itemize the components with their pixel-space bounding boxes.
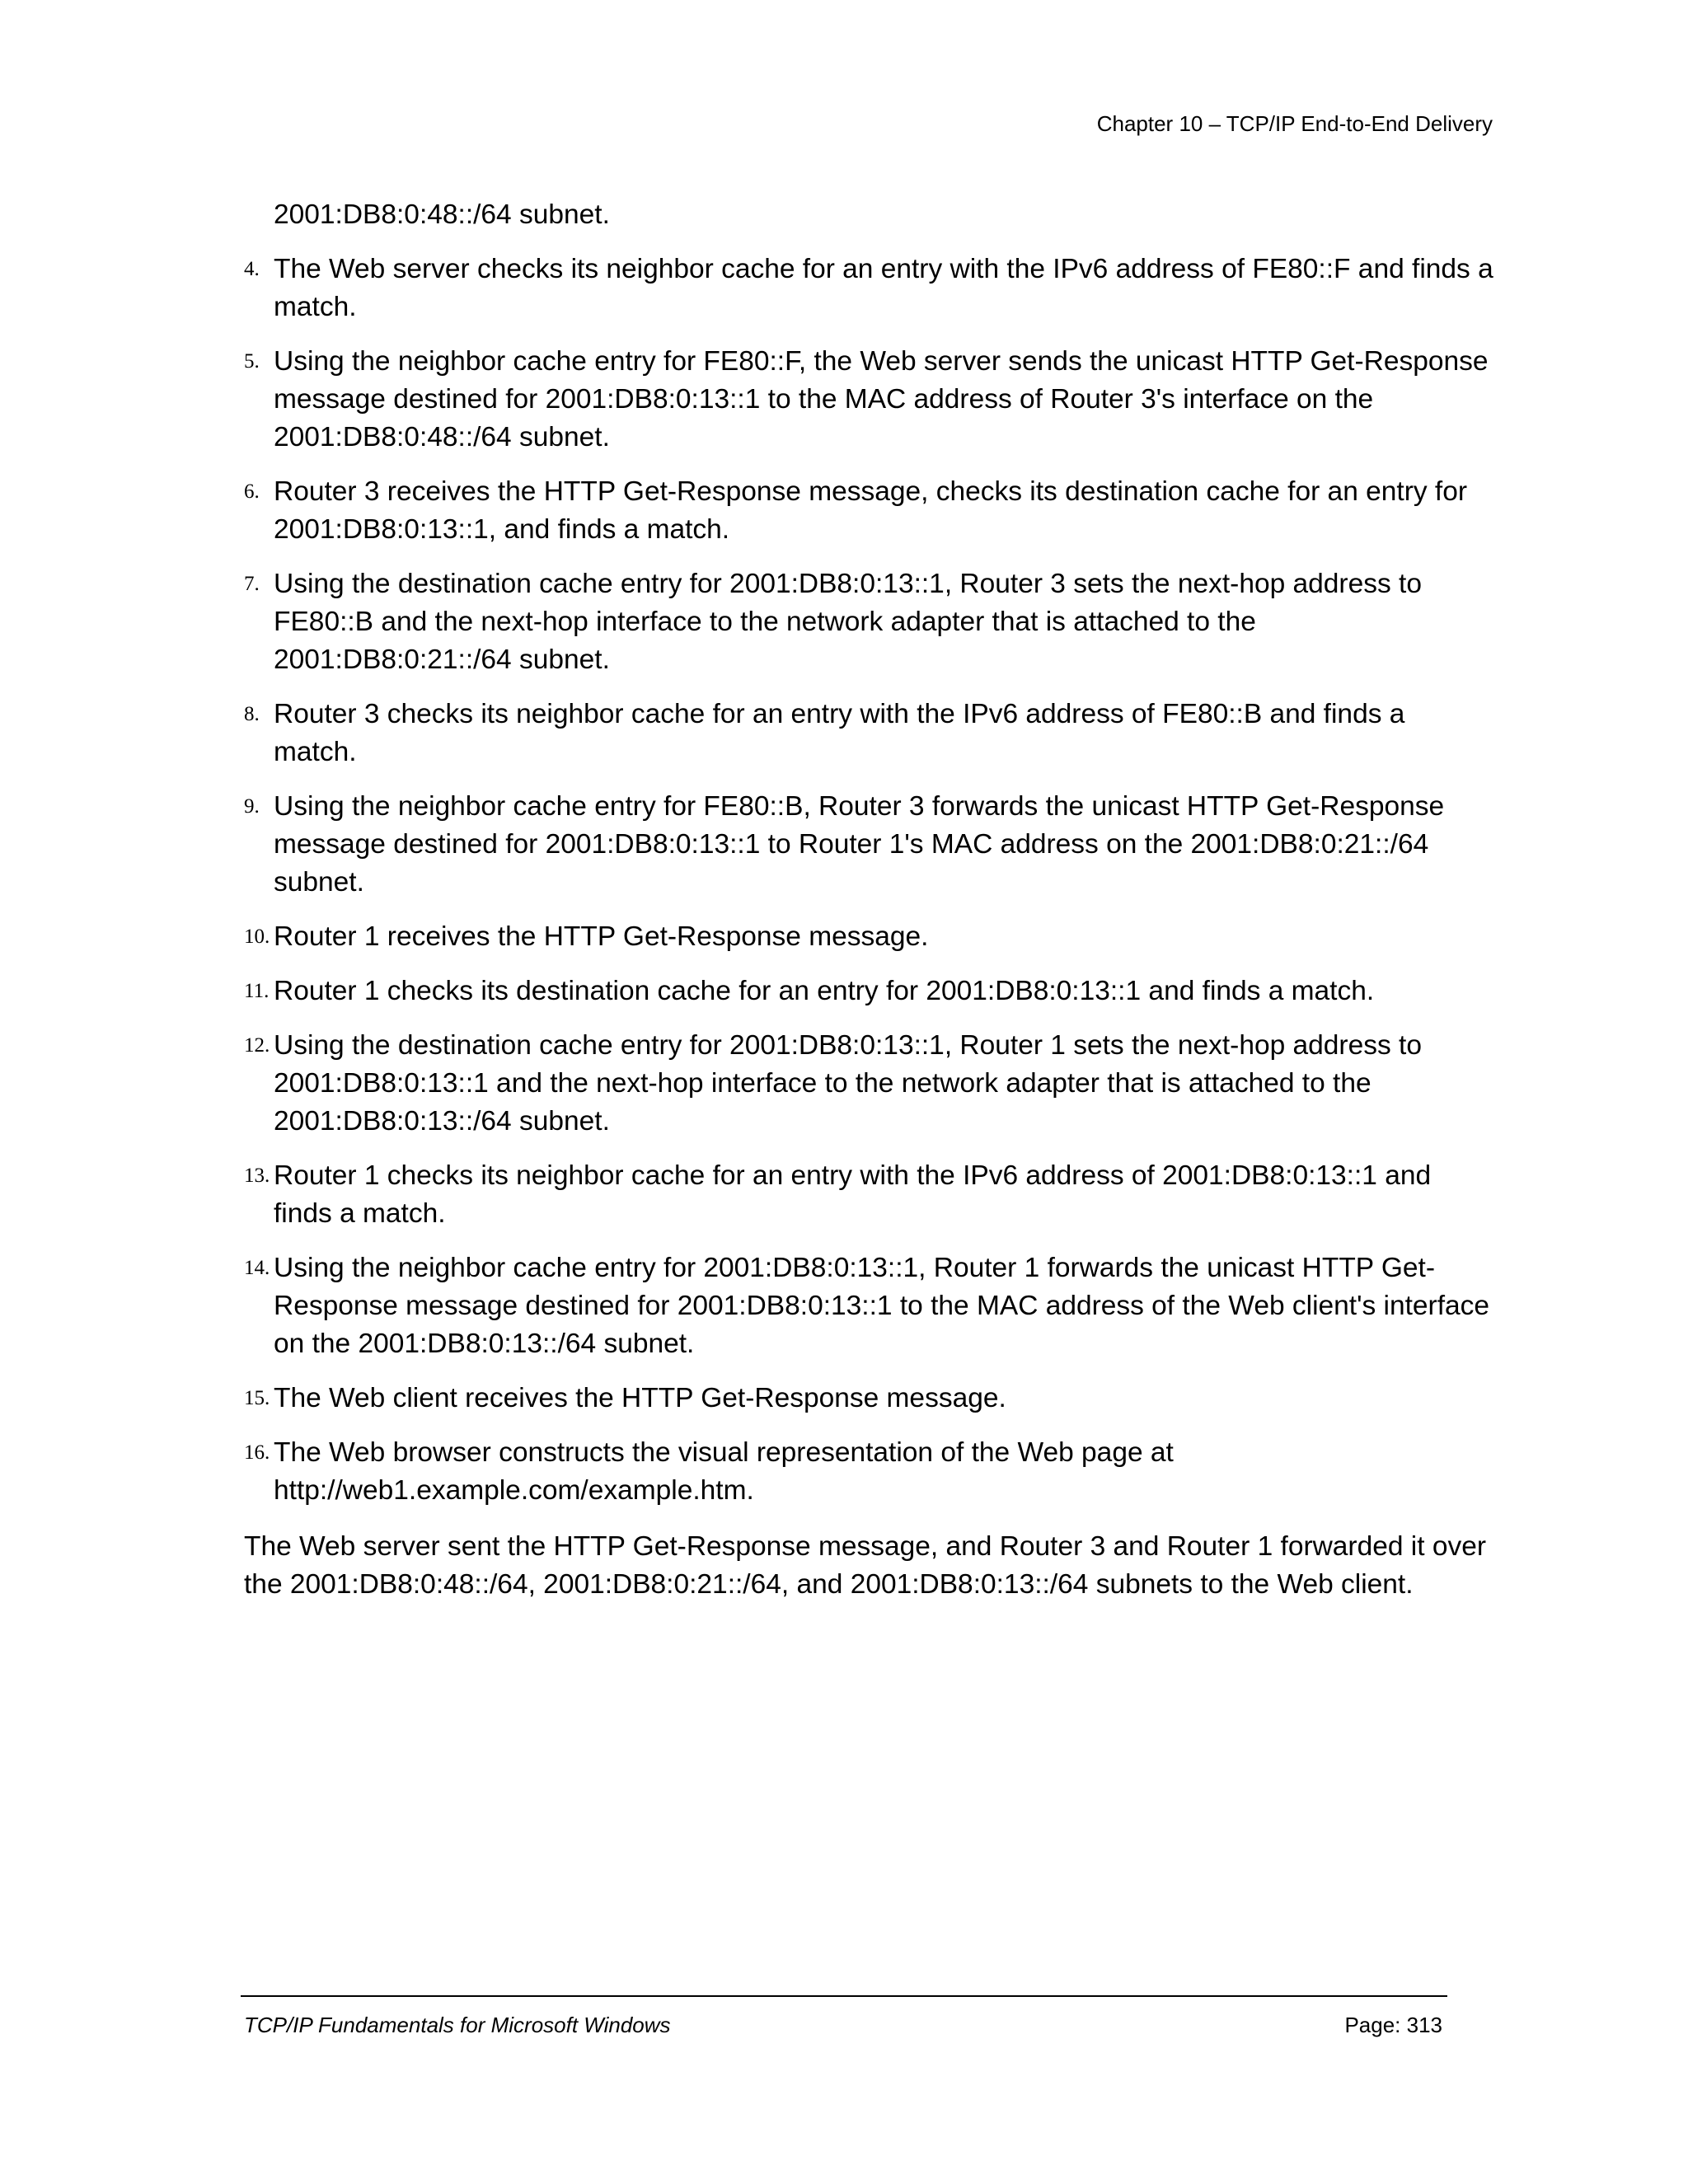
step-item	[244, 788, 1493, 902]
step-text: Using the neighbor cache entry for FE80::B, Router 3 forwards the unicast HTTP Get-Response message destined for 2001:DB8:0:13::1 to Router 1's MAC address on the 2001:DB8:0:21::/64 subnet.	[274, 791, 1445, 898]
running-header: Chapter 10 – TCP/IP End-to-End Delivery	[1096, 111, 1493, 136]
step-number: 8.	[244, 703, 260, 725]
step-item	[244, 343, 1493, 457]
step-item	[244, 1249, 1493, 1363]
step-text: Router 1 checks its destination cache for an entry for 2001:DB8:0:13::1 and finds a match.	[274, 976, 1375, 1006]
step-item	[244, 1380, 1493, 1418]
continuation-text: 2001:DB8:0:48::/64 subnet.	[274, 199, 610, 230]
step-item	[244, 1157, 1493, 1233]
step-text: Using the destination cache entry for 2001:DB8:0:13::1, Router 3 sets the next-hop address to FE80::B and the next-hop interface to the network adapter that is attached to the 2001:DB8:0:21::/64 subnet.	[274, 569, 1422, 675]
footer-page-number: Page: 313	[1344, 2013, 1442, 2037]
closing-paragraph: The Web server sent the HTTP Get-Response message, and Router 3 and Router 1 forwarded it over the 2001:DB8:0:48::/64, 2001:DB8:0:21::/64, and 2001:DB8:0:13::/64 subnets to the Web client.	[244, 1531, 1487, 1600]
steps-list	[244, 251, 1493, 1510]
step-item	[244, 1027, 1493, 1141]
footer-book-title: TCP/IP Fundamentals for Microsoft Windows	[244, 2013, 671, 2037]
step-number: 5.	[244, 350, 260, 373]
step-number: 6.	[244, 480, 260, 503]
step-text: Router 3 checks its neighbor cache for an entry with the IPv6 address of FE80::B and finds a match.	[274, 699, 1405, 767]
step-number: 12.	[244, 1034, 270, 1057]
step-number: 11.	[244, 980, 270, 1002]
step-text: The Web client receives the HTTP Get-Response message.	[274, 1383, 1006, 1413]
step-item	[244, 473, 1493, 549]
step-text: Using the neighbor cache entry for 2001:DB8:0:13::1, Router 1 forwards the unicast HTTP Get-Response message destined for 2001:DB8:0:13::1 to the MAC address of the Web client's interface on the 2001:DB8:0:13::/64 subnet.	[274, 1253, 1490, 1359]
step-number: 9.	[244, 795, 260, 818]
step-text: Using the destination cache entry for 2001:DB8:0:13::1, Router 1 sets the next-hop address to 2001:DB8:0:13::1 and the next-hop interface to the network adapter that is attached to the 2001:DB8:0:13::/64 subnet.	[274, 1030, 1422, 1137]
footer-divider	[241, 1995, 1447, 1997]
step-text: Using the neighbor cache entry for FE80::F, the Web server sends the unicast HTTP Get-Response message destined for 2001:DB8:0:13::1 to the MAC address of Router 3's interface on the 2001:DB8:0:48::/64 subnet.	[274, 346, 1489, 452]
step-text: Router 1 receives the HTTP Get-Response message.	[274, 921, 929, 952]
step-number: 4.	[244, 258, 260, 280]
step-item	[244, 696, 1493, 771]
step-item	[244, 918, 1493, 956]
step-number: 10.	[244, 926, 270, 948]
page-body	[244, 196, 1493, 1632]
step-text: The Web browser constructs the visual representation of the Web page at http://web1.example.com/example.htm.	[274, 1437, 1174, 1506]
step-text: The Web server checks its neighbor cache for an entry with the IPv6 address of FE80::F and finds a match.	[274, 254, 1493, 322]
step-number: 14.	[244, 1257, 270, 1279]
step-text: Router 3 receives the HTTP Get-Response message, checks its destination cache for an entry for 2001:DB8:0:13::1, and finds a match.	[274, 476, 1468, 545]
step-text: Router 1 checks its neighbor cache for an entry with the IPv6 address of 2001:DB8:0:13::1 and finds a match.	[274, 1160, 1432, 1229]
step-item	[244, 251, 1493, 326]
step-number: 7.	[244, 573, 260, 595]
step-item	[244, 1434, 1493, 1510]
step-item	[244, 565, 1493, 679]
step-item	[244, 972, 1493, 1010]
step-number: 16.	[244, 1441, 270, 1464]
step-number: 13.	[244, 1165, 270, 1187]
step-number: 15.	[244, 1387, 270, 1409]
